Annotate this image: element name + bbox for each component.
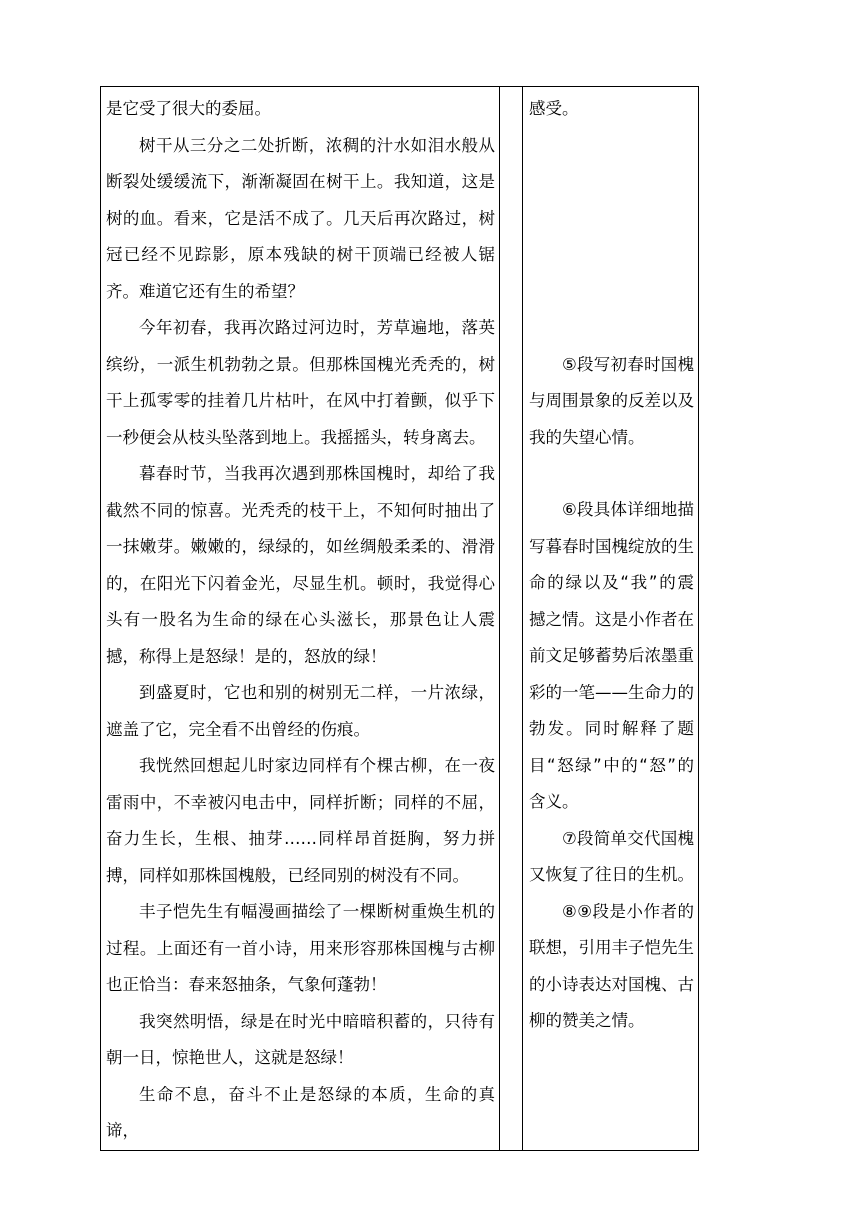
- essay-paragraph: 丰子恺先生有幅漫画描绘了一棵断树重焕生机的过程。上面还有一首小诗，用来形容那株国槐与古柳也正恰当：春来怒抽条，气象何蓬勃！: [106, 902, 495, 994]
- annotation-note-5: ⑤段写初春时国槐与周围景象的反差以及我的失望心情。: [529, 354, 694, 447]
- essay-paragraph: 是它受了很大的委屈。: [106, 99, 271, 118]
- essay-paragraph: 我突然明悟，绿是在时光中暗暗积蓄的，只待有朝一日，惊艳世人，这就是怒绿！: [106, 1011, 495, 1067]
- essay-annotation-table: [100, 86, 699, 1151]
- essay-paragraph: 树干从三分之二处折断，浓稠的汁水如泪水般从断裂处缓缓流下，渐渐凝固在树干上。我知道，这是树的血。看来，它是活不成了。几天后再次路过，树冠已经不见踪影，原本残缺的树干顶端已经被人锯齐。难道它还有生的希望？: [106, 135, 495, 301]
- annotation-cell: [523, 87, 699, 1151]
- annotation-gap: [529, 128, 694, 347]
- essay-paragraph: 我恍然回想起儿时家边同样有个棵古柳，在一夜雷雨中，不幸被闪电击中，同样折断；同样的不屈，奋力生长，生根、抽芽……同样昂首挺胸，努力拼搏，同样如那株国槐般，已经同别的树没有不同。: [106, 756, 495, 885]
- essay-paragraph: 今年初春，我再次路过河边时，芳草遍地，落英缤纷，一派生机勃勃之景。但那株国槐光秃秃的，树干上孤零零的挂着几片枯叶，在风中打着颤，似乎下一秒便会从枝头坠落到地上。我摇摇头，转身离去。: [106, 318, 495, 447]
- annotation-note-7: ⑦段简单交代国槐又恢复了往日的生机。: [529, 828, 694, 884]
- annotation-gap: [529, 456, 694, 492]
- annotation-note-89: ⑧⑨段是小作者的联想，引用丰子恺先生的小诗表达对国槐、古柳的赞美之情。: [529, 901, 694, 1030]
- table-row: [101, 87, 699, 1151]
- essay-text-cell: [101, 87, 500, 1151]
- essay-paragraph: 生命不息，奋斗不止是怒绿的本质，生命的真谛，: [106, 1084, 495, 1140]
- spacer-cell: [500, 87, 523, 1151]
- essay-paragraph: 到盛夏时，它也和别的树别无二样，一片浓绿，遮盖了它，完全看不出曾经的伤痕。: [106, 683, 495, 739]
- annotation-top: 感受。: [529, 99, 579, 118]
- essay-paragraph: 暮春时节，当我再次遇到那株国槐时，却给了我截然不同的惊喜。光秃秃的枝干上，不知何时抽出了一抹嫩芽。嫩嫩的，绿绿的，如丝绸般柔柔的、滑滑的，在阳光下闪着金光，尽显生机。顿时，我觉得心头有一股名为生命的绿在心头滋长，那景色让人震撼，称得上是怒绿！是的，怒放的绿！: [106, 464, 495, 666]
- annotation-note-6: ⑥段具体详细地描写暮春时国槐绽放的生命的绿以及“我”的震撼之情。这是小作者在前文足够蓄势后浓墨重彩的一笔——生命力的勃发。同时解释了题目“怒绿”中的“怒”的含义。: [529, 500, 694, 811]
